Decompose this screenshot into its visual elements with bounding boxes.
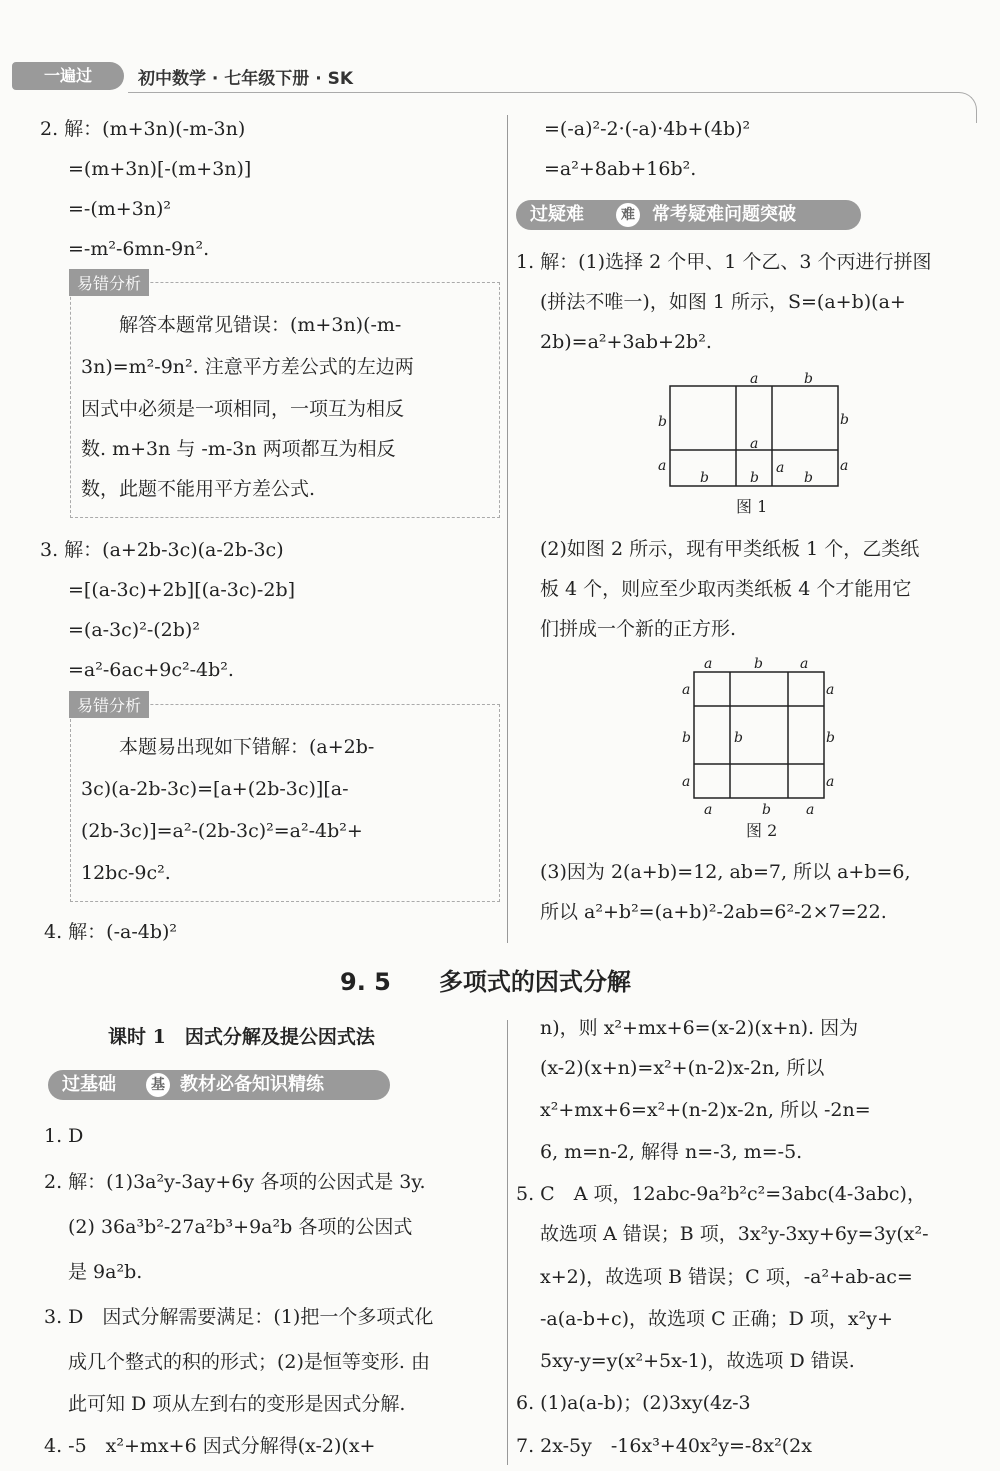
basics-right-line: n)，则 x²+mx+6=(x-2)(x+n). 因为 — [540, 1017, 859, 1039]
brand-logo: 一遍过 — [12, 62, 124, 90]
figure-1-caption: 图 1 — [736, 497, 768, 516]
section-banner-difficulty — [516, 200, 861, 230]
fig1-label: b — [750, 470, 759, 486]
error-analysis-tag: 易错分析 — [69, 691, 149, 718]
section-banner-basics — [48, 1070, 390, 1100]
error-analysis-line: 3n)=m²-9n². 注意平方差公式的左边两 — [81, 356, 414, 378]
error-analysis-line: 12bc-9c². — [81, 862, 171, 884]
difficulty-q1-line: (拼法不唯一)，如图 1 所示，S=(a+b)(a+ — [540, 291, 906, 313]
fig1-label: b — [804, 470, 813, 486]
basics-right-line: 5xy-y=y(x²+5x-1)，故选项 D 错误. — [540, 1350, 855, 1372]
basics-right-line: 5. C A 项，12abc-9a²b²c²=3abc(4-3abc)， — [516, 1183, 926, 1205]
fig2-label: b — [762, 802, 771, 818]
banner-title: 常考疑难问题突破 — [652, 204, 796, 225]
q4-continuation: =(-a)²-2·(-a)·4b+(4b)² — [544, 118, 751, 140]
basics-line: (2) 36a³b²-27a²b³+9a²b 各项的公因式 — [68, 1216, 413, 1238]
error-analysis-box-1 — [70, 274, 500, 518]
q3-line: =(a-3c)²-(2b)² — [68, 619, 200, 641]
difficulty-q1c-line: (3)因为 2(a+b)=12, ab=7, 所以 a+b=6, — [540, 861, 911, 883]
basics-right-line: x²+mx+6=x²+(n-2)x-2n, 所以 -2n= — [540, 1099, 871, 1121]
fig1-label: a — [750, 371, 759, 387]
q2-line: 2. 解：(m+3n)(-m-3n) — [40, 118, 246, 140]
error-analysis-line: 3c)(a-2b-3c)=[a+(2b-3c)][a- — [81, 778, 349, 800]
basics-line: 1. D — [44, 1125, 84, 1147]
fig2-label: a — [800, 656, 809, 672]
basics-right-line: x+2)，故选项 B 错误；C 项，-a²+ab-ac= — [540, 1266, 913, 1288]
fig2-label: a — [704, 656, 713, 672]
difficulty-q1b-line: 们拼成一个新的正方形. — [540, 618, 737, 640]
error-analysis-line: 数. m+3n 与 -m-3n 两项都互为相反 — [81, 438, 396, 460]
q3-line: =[(a-3c)+2b][(a-3c)-2b] — [68, 579, 296, 601]
fig1-label: a — [750, 436, 759, 452]
fig2-label: a — [704, 802, 713, 818]
section-title: 9. 5 多项式的因式分解 — [340, 968, 631, 996]
basics-line: 此可知 D 项从左到右的变形是因式分解. — [68, 1393, 406, 1415]
fig1-label: b — [658, 414, 667, 430]
header-rule — [128, 92, 948, 93]
banner-label: 过基础 — [62, 1074, 116, 1095]
difficulty-q1b-line: 板 4 个，则应至少取丙类纸板 4 个才能用它 — [540, 578, 912, 600]
error-analysis-line: 解答本题常见错误：(m+3n)(-m- — [81, 314, 402, 336]
page-header — [0, 62, 980, 96]
figure-2-caption: 图 2 — [746, 821, 778, 840]
fig2-label: b — [754, 656, 763, 672]
fig2-label: a — [826, 682, 835, 698]
fig2-label: b — [826, 730, 835, 746]
fig1-label: a — [776, 460, 785, 476]
basics-line: 3. D 因式分解需要满足：(1)把一个多项式化 — [44, 1306, 434, 1328]
basics-right-line: 6. (1)a(a-b)；(2)3xy(4z-3 — [516, 1392, 751, 1414]
error-analysis-line: 数，此题不能用平方差公式. — [81, 478, 316, 500]
basics-line: 成几个整式的积的形式；(2)是恒等变形. 由 — [68, 1351, 430, 1373]
error-analysis-line: 因式中必须是一项相同，一项互为相反 — [81, 398, 405, 420]
basics-line: 4. -5 x²+mx+6 因式分解得(x-2)(x+ — [44, 1435, 376, 1457]
q2-line: =-(m+3n)² — [68, 198, 172, 220]
header-title: 初中数学 · 七年级下册 · SK — [138, 69, 354, 89]
fig2-label: a — [682, 682, 691, 698]
error-analysis-box-2 — [70, 696, 500, 902]
banner-title: 教材必备知识精练 — [180, 1074, 324, 1095]
basics-right-line: (x-2)(x+n)=x²+(n-2)x-2n, 所以 — [540, 1057, 825, 1079]
basics-line: 2. 解：(1)3a²y-3ay+6y 各项的公因式是 3y. — [44, 1171, 426, 1193]
fig1-label: b — [804, 371, 813, 387]
column-divider-top — [507, 115, 508, 943]
q2-line: =-m²-6mn-9n². — [68, 238, 210, 260]
q3-line: =a²-6ac+9c²-4b². — [68, 659, 234, 681]
header-rule-curve — [940, 92, 977, 123]
lesson-title: 课时 1 因式分解及提公因式法 — [108, 1026, 375, 1048]
q3-line: 3. 解：(a+2b-3c)(a-2b-3c) — [40, 539, 284, 561]
difficulty-q1-line: 1. 解：(1)选择 2 个甲、1 个乙、3 个丙进行拼图 — [516, 251, 932, 273]
fig2-label: b — [734, 730, 743, 746]
fig2-label: a — [682, 774, 691, 790]
q4-line: 4. 解：(-a-4b)² — [44, 921, 178, 943]
basics-right-line: -a(a-b+c)，故选项 C 正确；D 项，x²y+ — [540, 1308, 893, 1330]
basics-line: 是 9a²b. — [68, 1261, 143, 1283]
fig1-label: a — [658, 458, 667, 474]
fig2-label: a — [826, 774, 835, 790]
basics-right-line: 6, m=n-2, 解得 n=-3, m=-5. — [540, 1141, 803, 1163]
error-analysis-line: (2b-3c)]=a²-(2b-3c)²=a²-4b²+ — [81, 820, 363, 842]
fig1-label: a — [840, 458, 849, 474]
difficulty-q1c-line: 所以 a²+b²=(a+b)²-2ab=6²-2×7=22. — [540, 901, 887, 923]
banner-icon: 基 — [146, 1073, 170, 1097]
fig2-label: b — [682, 730, 691, 746]
error-analysis-line: 本题易出现如下错解：(a+2b- — [81, 736, 375, 758]
fig1-label: b — [700, 470, 709, 486]
basics-right-line: 7. 2x-5y -16x³+40x²y=-8x²(2x — [516, 1435, 812, 1457]
basics-right-line: 故选项 A 错误；B 项，3x²y-3xy+6y=3y(x²- — [540, 1223, 929, 1245]
error-analysis-tag: 易错分析 — [69, 269, 149, 296]
banner-icon: 难 — [616, 203, 640, 227]
difficulty-q1-line: 2b)=a²+3ab+2b². — [540, 331, 712, 353]
figure-2 — [672, 654, 852, 844]
column-divider-bottom — [507, 1020, 508, 1465]
banner-label: 过疑难 — [530, 204, 584, 225]
fig2-label: a — [806, 802, 815, 818]
q4-continuation: =a²+8ab+16b². — [544, 158, 697, 180]
difficulty-q1b-line: (2)如图 2 所示，现有甲类纸板 1 个，乙类纸 — [540, 538, 920, 560]
figure-1 — [650, 370, 860, 520]
fig1-label: b — [840, 412, 849, 428]
q2-line: =(m+3n)[-(m+3n)] — [68, 158, 252, 180]
